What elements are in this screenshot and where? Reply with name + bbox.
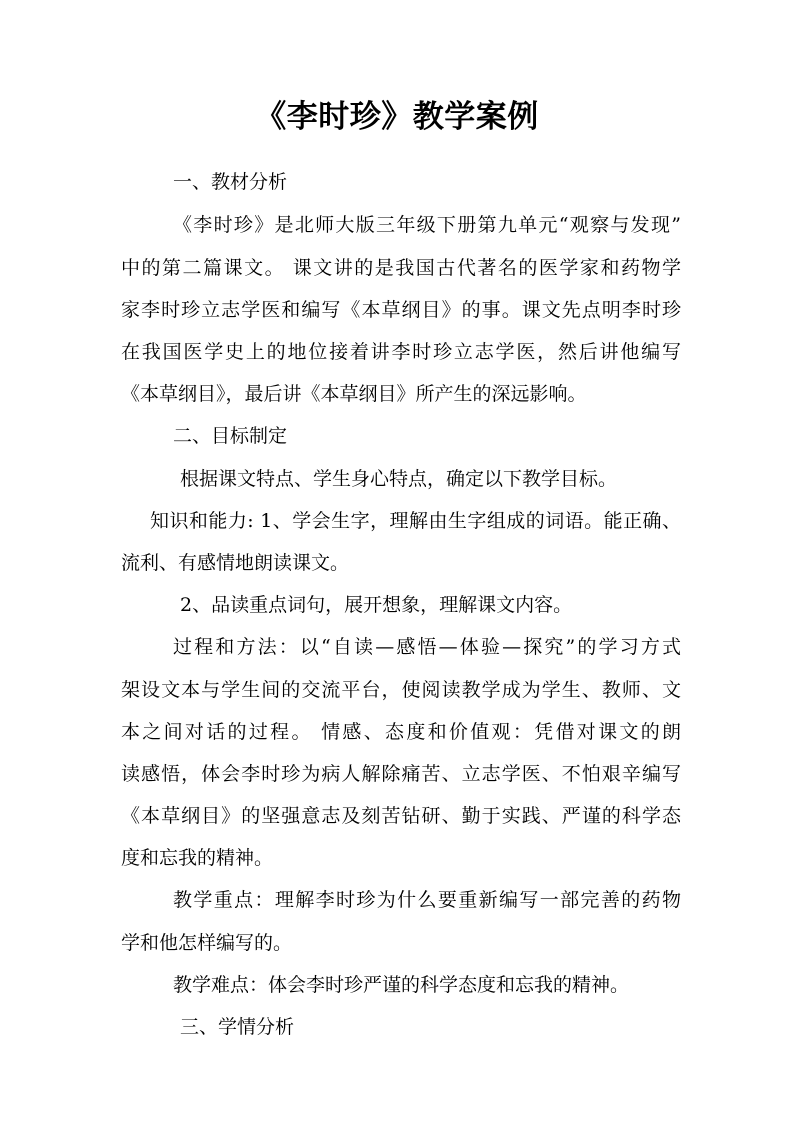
document-title: 《李时珍》教学案例	[255, 99, 539, 135]
paragraph-line: 读感悟，体会李时珍为病人解除痛苦、立志学医、不怕艰辛编写	[121, 763, 681, 785]
paragraph-line: 架设文本与学生间的交流平台，使阅读教学成为学生、教师、文	[121, 679, 681, 701]
paragraph-line: 知识和能力: 1、学会生字，理解由生字组成的词语。能正确、	[150, 510, 681, 532]
paragraph-line: 教学重点：理解李时珍为什么要重新编写一部完善的药物	[173, 889, 681, 911]
paragraph-line: 本之间对话的过程。 情感、态度和价值观：凭借对课文的朗	[121, 721, 681, 743]
paragraph-line: 2、品读重点词句，展开想象，理解课文内容。	[180, 594, 573, 616]
heading-goal-setting: 二、目标制定	[173, 425, 288, 447]
paragraph-line: 学和他怎样编写的。	[121, 932, 293, 954]
paragraph-line: 度和忘我的精神。	[121, 847, 274, 869]
paragraph-line: 《李时珍》是北师大版三年级下册第九单元“观察与发现”	[173, 214, 681, 236]
paragraph-line: 教学难点：体会李时珍严谨的科学态度和忘我的精神。	[173, 974, 630, 996]
paragraph-line: 根据课文特点、学生身心特点，确定以下教学目标。	[180, 468, 618, 490]
paragraph-line: 流利、有感情地朗读课文。	[121, 552, 350, 574]
paragraph-line: 家李时珍立志学医和编写《本草纲目》的事。课文先点明李时珍	[121, 299, 681, 321]
heading-learning-analysis: 三、学情分析	[180, 1016, 295, 1038]
paragraph-line: 在我国医学史上的地位接着讲李时珍立志学医，然后讲他编写	[121, 341, 681, 363]
paragraph-line: 中的第二篇课文。 课文讲的是我国古代著名的医学家和药物学	[121, 257, 681, 279]
paragraph-line: 过程和方法：以“自读—感悟—体验—探究”的学习方式	[173, 636, 681, 658]
paragraph-line: 《本草纲目》，最后讲《本草纲目》所产生的深远影响。	[121, 383, 587, 405]
heading-textbook-analysis: 一、教材分析	[173, 171, 288, 193]
paragraph-line: 《本草纲目》的坚强意志及刻苦钻研、勤于实践、严谨的科学态	[121, 805, 681, 827]
